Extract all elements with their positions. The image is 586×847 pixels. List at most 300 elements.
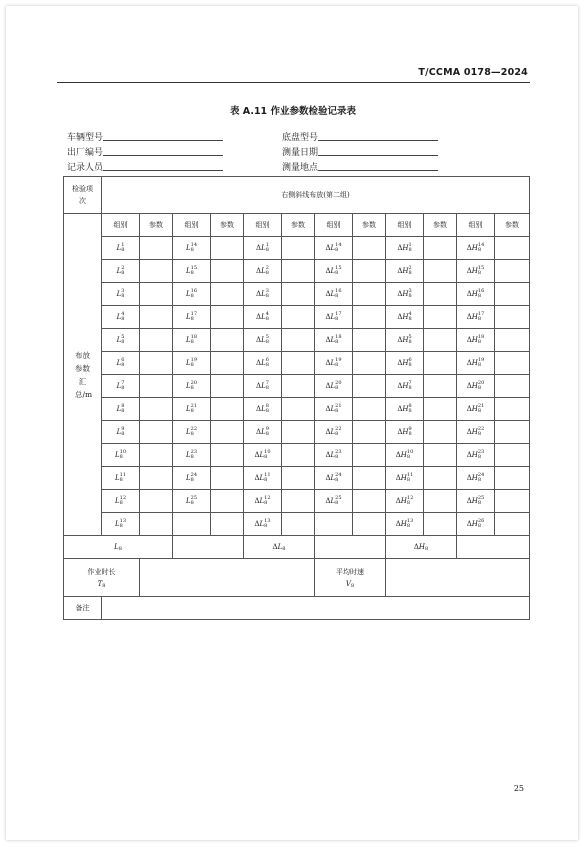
group-cell	[244, 352, 282, 375]
param-symbol: L16 8	[185, 288, 198, 299]
superscript: 1	[121, 242, 125, 248]
section-header-cell: 右侧斜线布放(第二组)	[102, 177, 530, 214]
field-measure-date: 测量日期	[282, 145, 497, 158]
param-symbol: ΔL5 8	[256, 334, 269, 345]
param-symbol: ΔH13 8	[395, 518, 414, 529]
superscript: 17	[190, 311, 198, 317]
superscript: 13	[119, 518, 127, 524]
param-symbol: L13 8	[114, 518, 127, 529]
param-value-cell[interactable]	[282, 444, 315, 467]
group-cell	[102, 398, 140, 421]
superscript: 26	[477, 518, 485, 524]
group-cell	[386, 237, 424, 260]
group-cell	[173, 421, 211, 444]
param-value-cell[interactable]	[353, 329, 386, 352]
group-cell	[386, 283, 424, 306]
group-cell	[315, 444, 353, 467]
group-cell	[457, 352, 495, 375]
param-symbol: ΔH22 8	[466, 426, 485, 437]
field-measure-location: 测量地点	[282, 160, 497, 173]
group-cell	[315, 513, 353, 536]
param-value-cell[interactable]	[140, 513, 173, 536]
param-value-cell[interactable]	[282, 398, 315, 421]
param-value-cell[interactable]	[353, 375, 386, 398]
superscript: 14	[335, 242, 342, 248]
param-symbol: L6 8	[116, 357, 125, 368]
param-symbol: L8 8	[116, 403, 125, 414]
param-symbol: ΔL10 8	[254, 449, 271, 460]
superscript: 19	[190, 357, 198, 363]
superscript: 10	[264, 449, 271, 455]
superscript: 22	[477, 426, 485, 432]
group-cell	[315, 329, 353, 352]
superscript: 4	[121, 311, 125, 317]
group-cell	[102, 467, 140, 490]
param-value-cell[interactable]	[211, 352, 244, 375]
param-value-cell[interactable]	[211, 490, 244, 513]
group-cell	[315, 237, 353, 260]
superscript: 23	[190, 449, 198, 455]
param-value-cell[interactable]	[353, 398, 386, 421]
record-fields	[67, 128, 507, 173]
param-symbol: ΔL25 8	[325, 495, 342, 506]
param-value-cell[interactable]	[282, 306, 315, 329]
superscript: 6	[408, 357, 412, 363]
group-cell	[173, 306, 211, 329]
superscript: 5	[121, 334, 125, 340]
measure-date-input[interactable]	[318, 155, 438, 156]
work-time-value-cell[interactable]	[140, 559, 315, 597]
superscript: 16	[190, 288, 198, 294]
group-cell	[244, 421, 282, 444]
param-symbol: ΔH23 8	[466, 449, 485, 460]
param-value-cell[interactable]	[353, 352, 386, 375]
group-cell	[102, 329, 140, 352]
param-symbol: ΔH11 8	[395, 472, 414, 483]
param-symbol: ΔL7 8	[256, 380, 269, 391]
group-cell	[315, 421, 353, 444]
superscript: 10	[406, 449, 414, 455]
param-symbol: ΔH26 8	[466, 518, 485, 529]
superscript: 7	[265, 380, 269, 386]
param-value-cell[interactable]	[282, 421, 315, 444]
superscript: 11	[406, 472, 414, 478]
superscript: 13	[406, 518, 414, 524]
group-cell	[102, 352, 140, 375]
param-symbol: ΔH14 8	[466, 242, 485, 253]
param-value-cell[interactable]	[140, 283, 173, 306]
group-cell	[457, 398, 495, 421]
param-value-cell[interactable]	[495, 375, 530, 398]
param-value-cell[interactable]	[211, 398, 244, 421]
serial-number-input[interactable]	[103, 155, 223, 156]
param-value-cell[interactable]	[282, 329, 315, 352]
field-serial-number: 出厂编号	[67, 145, 282, 158]
param-symbol: ΔL22 8	[325, 426, 342, 437]
table-row	[64, 237, 530, 260]
group-cell	[315, 490, 353, 513]
group-cell	[244, 444, 282, 467]
param-symbol: ΔL18 8	[325, 334, 342, 345]
param-value-cell[interactable]	[353, 444, 386, 467]
group-cell	[173, 490, 211, 513]
summary-row	[64, 536, 530, 559]
superscript: 16	[477, 288, 485, 294]
superscript: 4	[408, 311, 412, 317]
param-value-cell[interactable]	[495, 329, 530, 352]
param-value-cell[interactable]	[211, 444, 244, 467]
param-symbol: L10 8	[114, 449, 127, 460]
superscript: 5	[408, 334, 412, 340]
row-label-cell: 布放参数汇总/m	[64, 214, 102, 536]
param-symbol: L14 8	[185, 242, 198, 253]
param-value-cell[interactable]	[495, 490, 530, 513]
table-row	[64, 260, 530, 283]
table-row	[64, 513, 530, 536]
param-symbol: ΔL11 8	[254, 472, 271, 483]
param-value-cell[interactable]	[140, 237, 173, 260]
superscript: 7	[408, 380, 412, 386]
param-value-cell[interactable]	[424, 398, 457, 421]
superscript: 17	[335, 311, 342, 317]
superscript: 1	[408, 242, 412, 248]
param-symbol: L5 8	[116, 334, 125, 345]
group-cell	[173, 513, 211, 536]
superscript: 9	[408, 426, 412, 432]
param-symbol: ΔL1 8	[256, 242, 269, 253]
param-value-cell[interactable]	[140, 260, 173, 283]
param-value-cell[interactable]	[211, 421, 244, 444]
superscript: 12	[264, 495, 271, 501]
group-cell	[315, 375, 353, 398]
superscript: 12	[406, 495, 414, 501]
superscript: 12	[119, 495, 127, 501]
table-row	[64, 375, 530, 398]
param-symbol: L3 8	[116, 288, 125, 299]
superscript: 18	[190, 334, 198, 340]
superscript: 19	[335, 357, 342, 363]
avg-speed-value-cell[interactable]	[386, 559, 530, 597]
group-cell	[315, 283, 353, 306]
superscript: 25	[190, 495, 198, 501]
group-cell	[244, 375, 282, 398]
param-value-cell[interactable]	[140, 490, 173, 513]
param-value-cell[interactable]	[211, 283, 244, 306]
param-symbol: ΔL4 8	[256, 311, 269, 322]
avg-speed-label-cell: 平均时速 V 8	[315, 559, 386, 597]
measure-location-input[interactable]	[318, 170, 438, 171]
param-symbol: T 8	[97, 579, 106, 589]
param-value-cell[interactable]	[211, 306, 244, 329]
param-value-cell[interactable]	[282, 513, 315, 536]
param-symbol: ΔH16 8	[466, 288, 485, 299]
superscript: 3	[265, 288, 269, 294]
param-value-cell[interactable]	[495, 444, 530, 467]
table-row	[64, 329, 530, 352]
param-value-cell[interactable]	[353, 421, 386, 444]
group-label: 组别	[386, 214, 424, 237]
group-cell	[102, 283, 140, 306]
table-row	[64, 306, 530, 329]
param-symbol: ΔH8 8	[397, 403, 412, 414]
group-cell	[457, 306, 495, 329]
superscript: 22	[190, 426, 198, 432]
standard-number: T/CCMA 0178—2024	[418, 67, 528, 78]
param-symbol: L4 8	[116, 311, 125, 322]
param-value-cell[interactable]	[140, 421, 173, 444]
param-value-cell[interactable]	[424, 237, 457, 260]
param-symbol: ΔH17 8	[466, 311, 485, 322]
param-label: 参数	[424, 214, 457, 237]
superscript: 18	[335, 334, 342, 340]
group-cell	[244, 490, 282, 513]
superscript: 8	[408, 403, 412, 409]
param-symbol: L22 8	[185, 426, 198, 437]
param-value-cell[interactable]	[424, 421, 457, 444]
group-cell	[386, 421, 424, 444]
param-value-cell[interactable]	[424, 513, 457, 536]
group-cell	[173, 283, 211, 306]
param-symbol: ΔL13 8	[254, 518, 271, 529]
inspection-table	[63, 176, 530, 620]
group-cell	[457, 444, 495, 467]
param-value-cell[interactable]	[495, 513, 530, 536]
group-cell	[244, 513, 282, 536]
superscript: 24	[335, 472, 342, 478]
param-value-cell[interactable]	[140, 352, 173, 375]
group-cell	[315, 260, 353, 283]
param-value-cell[interactable]	[353, 237, 386, 260]
param-value-cell[interactable]	[211, 375, 244, 398]
summary-value-cell[interactable]	[173, 536, 244, 559]
param-symbol: ΔL17 8	[325, 311, 342, 322]
param-value-cell[interactable]	[282, 375, 315, 398]
param-value-cell[interactable]	[140, 329, 173, 352]
param-value-cell[interactable]	[424, 329, 457, 352]
summary-label-cell	[386, 536, 457, 559]
group-cell	[102, 260, 140, 283]
superscript: 6	[265, 357, 269, 363]
table-row	[64, 467, 530, 490]
superscript: 19	[477, 357, 485, 363]
superscript: 20	[335, 380, 342, 386]
param-value-cell[interactable]	[211, 260, 244, 283]
group-cell	[102, 421, 140, 444]
param-value-cell[interactable]	[424, 467, 457, 490]
superscript: 21	[190, 403, 198, 409]
param-value-cell[interactable]	[424, 444, 457, 467]
header-rule	[57, 82, 530, 83]
param-value-cell[interactable]	[495, 237, 530, 260]
param-value-cell[interactable]	[282, 237, 315, 260]
param-symbol: L17 8	[185, 311, 198, 322]
param-value-cell[interactable]	[282, 490, 315, 513]
group-cell	[244, 283, 282, 306]
work-time-label-cell: 作业时长 T 8	[64, 559, 140, 597]
group-cell	[244, 398, 282, 421]
superscript: 11	[264, 472, 271, 478]
group-label: 组别	[457, 214, 495, 237]
superscript: 14	[477, 242, 485, 248]
param-value-cell[interactable]	[282, 467, 315, 490]
param-symbol: ΔH 8	[413, 543, 429, 552]
superscript: 7	[121, 380, 125, 386]
group-cell	[102, 513, 140, 536]
superscript: 15	[190, 265, 198, 271]
param-value-cell[interactable]	[495, 398, 530, 421]
superscript: 24	[477, 472, 485, 478]
group-cell	[315, 306, 353, 329]
param-value-cell[interactable]	[424, 306, 457, 329]
param-symbol: ΔH20 8	[466, 380, 485, 391]
superscript: 15	[335, 265, 342, 271]
summary-value-cell[interactable]	[457, 536, 530, 559]
vehicle-model-input[interactable]	[103, 140, 223, 141]
param-symbol: ΔL12 8	[254, 495, 271, 506]
summary-label-cell	[64, 536, 173, 559]
param-value-cell[interactable]	[495, 352, 530, 375]
group-cell	[244, 237, 282, 260]
param-symbol: ΔL15 8	[325, 265, 342, 276]
group-cell	[315, 398, 353, 421]
param-value-cell[interactable]	[140, 375, 173, 398]
param-symbol: ΔL21 8	[325, 403, 342, 414]
param-symbol: ΔH5 8	[397, 334, 412, 345]
table-title: 表 A.11 作业参数检验记录表	[230, 106, 356, 117]
superscript: 21	[335, 403, 342, 409]
superscript: 11	[119, 472, 127, 478]
param-symbol: L2 8	[116, 265, 125, 276]
param-value-cell[interactable]	[424, 260, 457, 283]
param-label: 参数	[211, 214, 244, 237]
table-row	[64, 352, 530, 375]
superscript: 10	[119, 449, 127, 455]
param-value-cell[interactable]	[424, 352, 457, 375]
param-value-cell[interactable]	[495, 306, 530, 329]
group-cell	[457, 467, 495, 490]
param-symbol: ΔL20 8	[325, 380, 342, 391]
superscript: 25	[335, 495, 342, 501]
group-cell	[457, 237, 495, 260]
param-value-cell[interactable]	[424, 283, 457, 306]
group-cell	[244, 260, 282, 283]
param-value-cell[interactable]	[140, 467, 173, 490]
group-cell	[244, 306, 282, 329]
param-symbol: L24 8	[185, 472, 198, 483]
param-symbol: L23 8	[185, 449, 198, 460]
superscript: 8	[121, 403, 125, 409]
superscript: 14	[190, 242, 198, 248]
group-cell	[457, 283, 495, 306]
param-symbol: ΔH24 8	[466, 472, 485, 483]
remarks-label-cell: 备注	[64, 597, 102, 620]
superscript: 24	[190, 472, 198, 478]
group-cell	[315, 467, 353, 490]
group-cell	[102, 444, 140, 467]
param-value-cell[interactable]	[211, 513, 244, 536]
group-cell	[173, 352, 211, 375]
table-row	[64, 398, 530, 421]
remarks-value-cell[interactable]	[102, 597, 530, 620]
superscript: 3	[408, 288, 412, 294]
param-value-cell[interactable]	[140, 398, 173, 421]
param-value-cell[interactable]	[353, 490, 386, 513]
group-cell	[457, 329, 495, 352]
group-cell	[173, 398, 211, 421]
param-value-cell[interactable]	[495, 467, 530, 490]
chassis-model-input[interactable]	[318, 140, 438, 141]
param-symbol: ΔL19 8	[325, 357, 342, 368]
param-value-cell[interactable]	[353, 513, 386, 536]
group-cell	[386, 260, 424, 283]
param-symbol: ΔH7 8	[397, 380, 412, 391]
param-value-cell[interactable]	[282, 352, 315, 375]
param-symbol: V 8	[345, 579, 355, 589]
group-cell	[386, 352, 424, 375]
param-value-cell[interactable]	[211, 329, 244, 352]
param-symbol: ΔH4 8	[397, 311, 412, 322]
group-cell	[244, 329, 282, 352]
param-symbol: ΔL 8	[272, 543, 286, 552]
param-symbol: ΔL3 8	[256, 288, 269, 299]
param-symbol: ΔH3 8	[397, 288, 412, 299]
group-cell	[457, 513, 495, 536]
table-row	[64, 490, 530, 513]
param-symbol: ΔL23 8	[325, 449, 342, 460]
param-value-cell[interactable]	[495, 283, 530, 306]
group-cell	[386, 513, 424, 536]
param-symbol: L12 8	[114, 495, 127, 506]
param-value-cell[interactable]	[282, 283, 315, 306]
group-cell	[244, 467, 282, 490]
group-cell	[457, 421, 495, 444]
param-symbol: L7 8	[116, 380, 125, 391]
param-value-cell[interactable]	[353, 306, 386, 329]
param-symbol: L21 8	[185, 403, 198, 414]
param-symbol: ΔL9 8	[256, 426, 269, 437]
group-cell	[386, 467, 424, 490]
param-symbol: ΔL24 8	[325, 472, 342, 483]
superscript: 21	[477, 403, 485, 409]
param-value-cell[interactable]	[495, 260, 530, 283]
summary-value-cell[interactable]	[315, 536, 386, 559]
superscript: 20	[477, 380, 485, 386]
field-recorder: 记录人员	[67, 160, 282, 173]
recorder-input[interactable]	[103, 170, 223, 171]
param-value-cell[interactable]	[424, 490, 457, 513]
param-symbol: ΔH6 8	[397, 357, 412, 368]
param-value-cell[interactable]	[140, 444, 173, 467]
superscript: 4	[265, 311, 269, 317]
param-value-cell[interactable]	[282, 260, 315, 283]
param-symbol: L9 8	[116, 426, 125, 437]
param-symbol: ΔH19 8	[466, 357, 485, 368]
param-value-cell[interactable]	[353, 467, 386, 490]
param-value-cell[interactable]	[211, 467, 244, 490]
superscript: 15	[477, 265, 485, 271]
param-value-cell[interactable]	[353, 260, 386, 283]
param-value-cell[interactable]	[353, 283, 386, 306]
group-label: 组别	[244, 214, 282, 237]
table-row	[64, 421, 530, 444]
summary-label-cell	[244, 536, 315, 559]
param-value-cell[interactable]	[140, 306, 173, 329]
param-value-cell[interactable]	[211, 237, 244, 260]
param-value-cell[interactable]	[495, 421, 530, 444]
group-label: 组别	[102, 214, 140, 237]
param-value-cell[interactable]	[424, 375, 457, 398]
superscript: 2	[121, 265, 125, 271]
